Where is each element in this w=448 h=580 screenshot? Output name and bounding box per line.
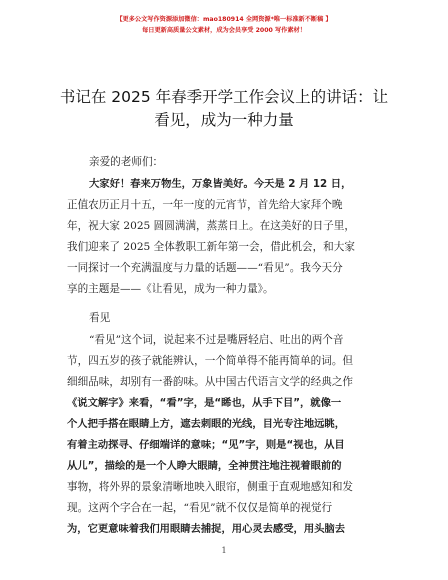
paragraph-1-line: 一同探讨一个充满温度与力量的话题——“看见”。我今天分	[67, 262, 343, 274]
section-heading: 看见	[89, 312, 111, 324]
paragraph-2-line: 事物，将外界的景象清晰地映入眼帘，侧重于直观地感知和发	[67, 481, 354, 493]
paragraph-2-line: 为，它更意味着我们用眼睛去捕捉，用心灵去感受，用头脑去	[67, 523, 346, 535]
paragraph-1-line: 享的主题是——《让看见，成为一种力量》。	[67, 283, 274, 295]
title-line-1: 书记在 2025 年春季开学工作会议上的讲话：让	[59, 88, 389, 106]
paragraph-2-line: 节，四五岁的孩子就能辨认，一个简单得不能再简单的词。但	[67, 355, 354, 367]
document-title	[40, 86, 408, 132]
salutation: 亲爱的老师们：	[89, 156, 164, 168]
paragraph-1-line: 年，祝大家 2025 圆圆满满，蒸蒸日上。在这美好的日子里，	[67, 220, 355, 232]
promo-line-1: 【更多公文写作资源添加微信：mao180914 全网资源*唯一标准新不断稿 】	[116, 16, 332, 23]
paragraph-2-line: 从儿”，描绘的是一个人睁大眼睛，全神贯注地注视着眼前的	[67, 460, 342, 472]
paragraph-2-line: 《说文解字》来看，“看”字，是“睎也，从手下目”，就像一	[67, 397, 342, 409]
paragraph-1-line: 我们迎来了 2025 全体教职工新年第一会，借此机会，和大家	[67, 241, 355, 253]
page-number: 1	[221, 546, 227, 555]
paragraph-2-line: “看见”这个词，说起来不过是嘴唇轻启、吐出的两个音	[89, 334, 344, 346]
paragraph-2-line: 现。这两个字合在一起，“看见”就不仅仅是简单的视觉行	[67, 502, 333, 514]
paragraph-1-line: 正值农历正月十五，一年一度的元宵节，首先给大家拜个晚	[67, 199, 343, 211]
paragraph-1-line: 大家好！春来万物生，万象皆美好。今天是 2 月 12 日，	[89, 178, 352, 190]
paragraph-2-line: 有着主动探寻、仔细端详的意味；“见”字，则是“视也，从目	[67, 439, 345, 451]
promo-line-2: 每日更新高质量公文素材，成为会员享受 2000 写作素材！	[142, 27, 306, 34]
paragraph-2-line: 个人把手搭在眼睛上方，遮去刺眼的光线，目光专注地远眺，	[67, 418, 346, 430]
paragraph-2-line: 细细品味，却别有一番韵味。从中国古代语言文学的经典之作	[67, 376, 354, 388]
title-line-2: 看见，成为一种力量	[154, 111, 294, 129]
promo-header	[0, 14, 448, 36]
